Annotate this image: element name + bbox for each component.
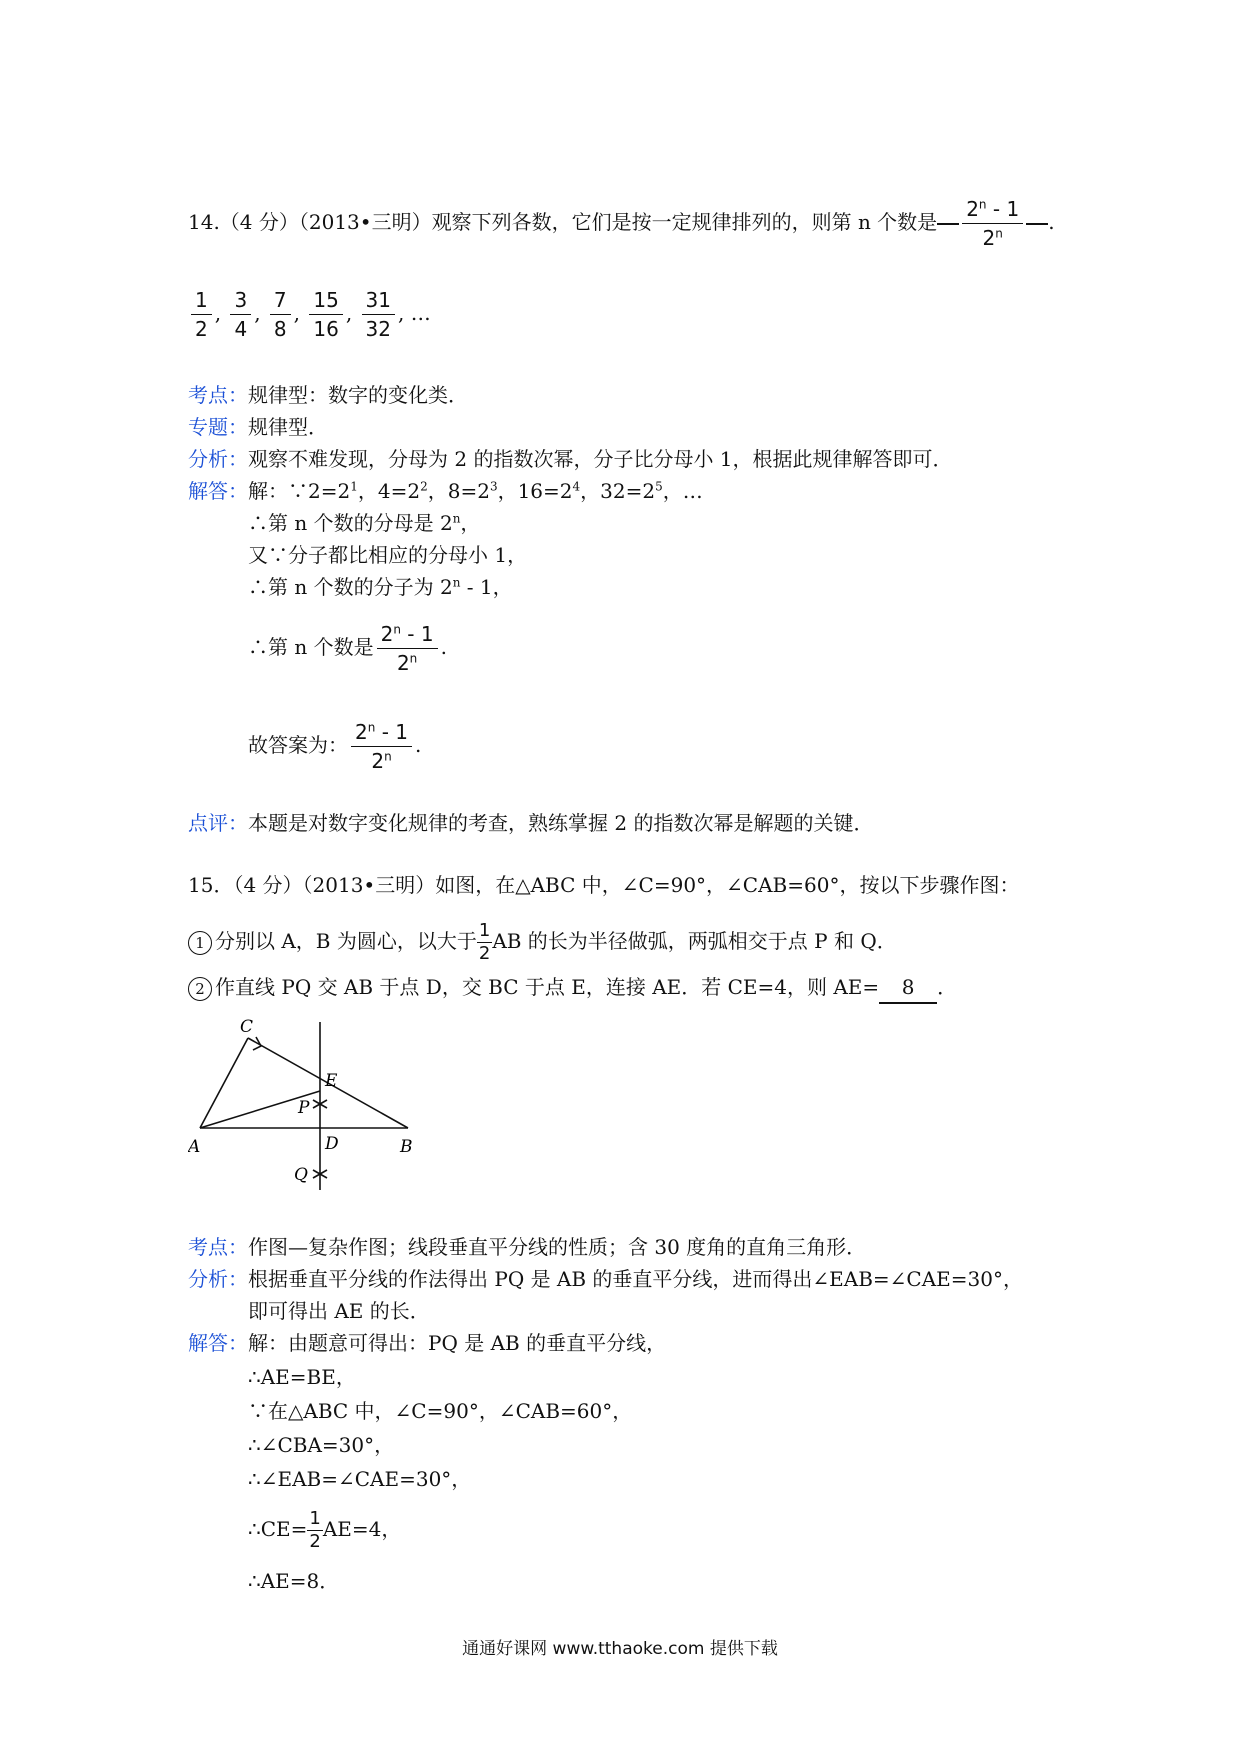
q14-jieda-3: 又∵分子都比相应的分母小 1， — [248, 543, 528, 567]
page-footer: 通通好课网 www.tthaoke.com 提供下载 — [462, 1639, 778, 1659]
q14-answer-blank — [937, 195, 1048, 252]
seq-fraction: $\frac{31}{32}$ — [362, 286, 395, 343]
triangle-figure — [188, 1012, 428, 1198]
q15-jieda-1: 解答：解：由题意可得出：PQ 是 AB 的垂直平分线， — [188, 1331, 667, 1355]
nth-term-fraction: $\frac{2^n - 1}{2^n}$ — [377, 620, 438, 677]
seq-ellipsis: … — [410, 301, 431, 325]
q15-jieda-4: ∴∠CBA=30°， — [248, 1433, 395, 1457]
q14-kaodian: 考点：规律型：数字的变化类． — [188, 383, 468, 407]
kaodian-label: 考点： — [188, 383, 248, 407]
q15-jieda-5: ∴∠EAB=∠CAE=30°， — [248, 1467, 472, 1491]
step2-circle-number: 2 — [188, 977, 212, 1001]
label-A: A — [188, 1137, 201, 1157]
side-AC — [200, 1038, 248, 1128]
q14-zhuanti: 专题：规律型． — [188, 415, 328, 439]
q15-step1: 1 分别以 A，B 为圆心，以大于 $\frac{1}{2}$ AB 的长为半径做弧，两弧相交于点 P 和 Q． — [188, 920, 897, 965]
q15-jieda-2: ∴AE=BE， — [248, 1365, 356, 1389]
jieda-label: 解答： — [188, 1331, 248, 1355]
label-D: D — [325, 1134, 339, 1154]
q14-jieda-1: 解答：解：$\because 2=2^1$，$4=2^2$，$8=2^3$，$16=2^4$，$32=2^5$，… — [188, 479, 703, 503]
q14-answer-fraction: $\frac{2^n - 1}{2^n}$ — [962, 195, 1023, 252]
q15-jieda-6: ∴CE= $\frac{1}{2}$ AE=4， — [248, 1508, 402, 1552]
fenxi-label: 分析： — [188, 447, 248, 471]
label-E: E — [325, 1071, 338, 1091]
dianping-label: 点评： — [188, 811, 248, 835]
q15-fenxi-2: 即可得出 AE 的长． — [248, 1299, 430, 1323]
q15-stem: 15．（4 分）（2013•三明）如图，在△ABC 中，∠C=90°，∠CAB=60°，按以下步骤作图： — [188, 873, 1020, 897]
fenxi-label: 分析： — [188, 1267, 248, 1291]
q15-answer-blank: 8 — [879, 972, 937, 1004]
q14-stem-line: 14.（4 分）（2013•三明）观察下列各数，它们是按一定规律排列的，则第 n 个数是 $\frac{2^n - 1}{2^n}$ . — [188, 197, 1055, 250]
final-answer-fraction: $\frac{2^n - 1}{2^n}$ — [351, 718, 412, 775]
q14-jieda-4: ∴第 n 个数的分子为 2$^n$ - 1， — [248, 575, 513, 599]
q14-sequence: $\frac{1}{2}$ , $\frac{3}{4}$ , $\frac{7}{8}$ , $\frac{15}{16}$ , $\frac{31}{32}$ , … — [188, 286, 431, 343]
q14-dianping: 点评：本题是对数字变化规律的考查，熟练掌握 2 的指数次幂是解题的关键． — [188, 811, 874, 835]
half-fraction: $\frac{1}{2}$ — [309, 1508, 321, 1552]
seq-fraction: $\frac{1}{2}$ — [191, 286, 212, 343]
q15-jieda-7: ∴AE=8． — [248, 1569, 340, 1593]
seq-fraction: $\frac{3}{4}$ — [230, 286, 251, 343]
q14-stem: 14.（4 分）（2013•三明）观察下列各数，它们是按一定规律排列的，则第 n 个数是 — [188, 210, 938, 234]
q15-fenxi-1: 分析：根据垂直平分线的作法得出 PQ 是 AB 的垂直平分线，进而得出∠EAB=∠CAE=30°， — [188, 1267, 1023, 1291]
label-B: B — [400, 1137, 413, 1157]
q15-kaodian: 考点：作图—复杂作图；线段垂直平分线的性质；含 30 度角的直角三角形． — [188, 1235, 867, 1259]
seq-fraction: $\frac{7}{8}$ — [270, 286, 291, 343]
label-P: P — [298, 1098, 310, 1118]
q15-jieda-3: ∵在△ABC 中，∠C=90°，∠CAB=60°， — [248, 1399, 633, 1423]
q14-fenxi: 分析：观察不难发现，分母为 2 的指数次幂，分子比分母小 1，根据此规律解答即可． — [188, 447, 953, 471]
kaodian-label: 考点： — [188, 1235, 248, 1259]
jieda-label: 解答： — [188, 479, 248, 503]
q15-step2: 2 作直线 PQ 交 AB 于点 D，交 BC 于点 E，连接 AE．若 CE=4，则 AE= 8 ． — [188, 972, 957, 1004]
q14-jieda-5: ∴第 n 个数是 $\frac{2^n - 1}{2^n}$ . — [248, 622, 447, 675]
half-fraction: $\frac{1}{2}$ — [478, 920, 491, 964]
label-C: C — [240, 1017, 254, 1037]
zhuanti-label: 专题： — [188, 415, 248, 439]
seq-fraction: $\frac{15}{16}$ — [309, 286, 342, 343]
q14-jieda-2: ∴第 n 个数的分母是 2$^n$， — [248, 511, 481, 535]
step1-circle-number: 1 — [188, 931, 212, 955]
q14-jieda-6: 故答案为： $\frac{2^n - 1}{2^n}$ . — [248, 720, 422, 773]
label-Q: Q — [294, 1165, 308, 1185]
